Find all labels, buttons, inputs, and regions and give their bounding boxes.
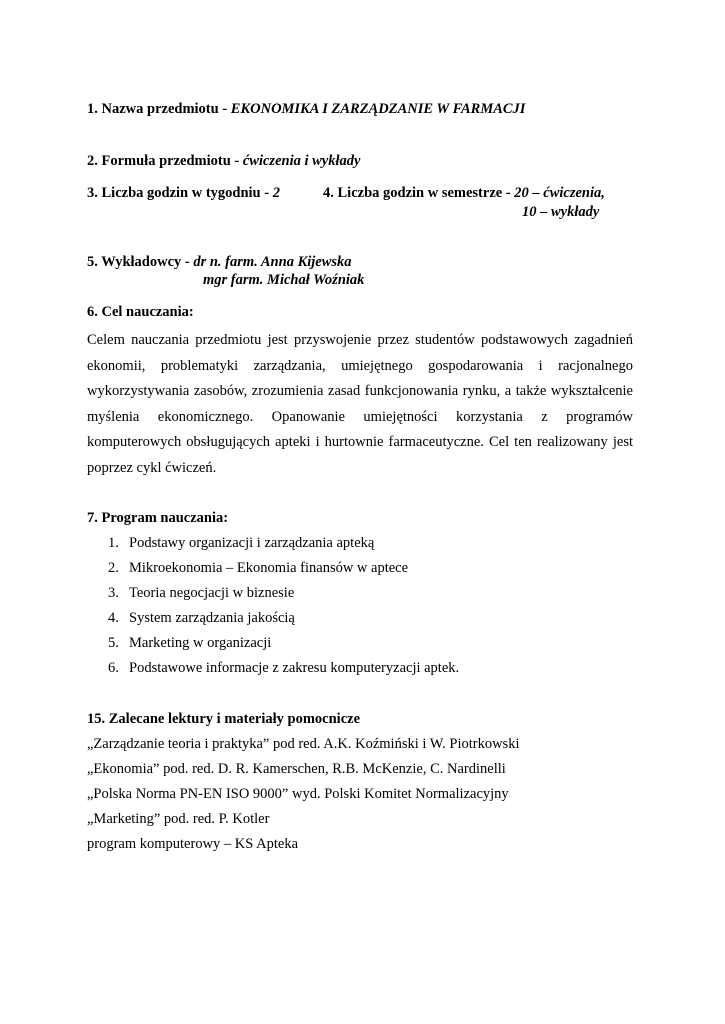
course-name-value: EKONOMIKA I ZARZĄDZANIE W FARMACJI <box>230 101 526 117</box>
program-list <box>108 533 459 683</box>
list-item: 2. Mikroekonomia – Ekonomia finansów w aptece <box>108 560 409 576</box>
course-form-label: 2. Formuła przedmiotu - <box>87 153 243 169</box>
reading-item: „Ekonomia” pod. red. D. R. Kamerschen, R.B. McKenzie, C. Nardinelli <box>87 761 506 777</box>
weekly-hours-value: 2 <box>272 185 280 201</box>
semester-hours-exercises: 20 – ćwiczenia, <box>514 185 605 201</box>
goal-paragraph: Celem nauczania przedmiotu jest przyswojenie przez studentów podstawowych zagadnień ekonomii, problematyki zarządzania, umiejętnego gospodarowania i racjonalnego wykorzystywania zasobów, zrozumienia zasad funkcjonowania rynku, a także wykształcenie myślenia ekonomicznego. Opanowanie umiejętności korzystania z programów komputerowych obsługujących apteki i hurtownie farmaceutyczne. Cel ten realizowany jest poprzez cykl ćwiczeń. <box>87 332 633 476</box>
reading-item: „Zarządzanie teoria i praktyka” pod red. A.K. Koźmiński i W. Piotrkowski <box>87 736 520 752</box>
course-name-line <box>87 101 525 118</box>
weekly-hours-line <box>87 185 280 202</box>
list-item: 5. Marketing w organizacji <box>108 635 272 651</box>
reading-item: „Polska Norma PN-EN ISO 9000” wyd. Polski Komitet Normalizacyjny <box>87 786 509 802</box>
reading-item: „Marketing” pod. red. P. Kotler <box>87 811 270 827</box>
weekly-hours-label: 3. Liczba godzin w tygodniu - <box>87 185 273 201</box>
lecturer-1: dr n. farm. Anna Kijewska <box>193 254 352 270</box>
reading-item: program komputerowy – KS Apteka <box>87 836 299 852</box>
course-form-value: ćwiczenia i wykłady <box>242 153 361 169</box>
list-item: 4. System zarządzania jakością <box>108 610 295 626</box>
lecturers-line <box>87 254 352 271</box>
semester-hours-label: 4. Liczba godzin w semestrze - <box>323 185 515 201</box>
list-item: 3. Teoria negocjacji w biznesie <box>108 585 295 601</box>
goal-heading: 6. Cel nauczania: <box>87 304 194 320</box>
program-heading: 7. Program nauczania: <box>87 510 229 526</box>
course-name-label: 1. Nazwa przedmiotu - <box>87 101 231 117</box>
semester-hours-line <box>323 185 605 202</box>
list-item: 6. Podstawowe informacje z zakresu komputeryzacji aptek. <box>108 660 460 676</box>
readings-heading: 15. Zalecane lektury i materiały pomocnicze <box>87 711 361 727</box>
course-form-line <box>87 153 360 170</box>
lecturer-2: mgr farm. Michał Woźniak <box>203 272 365 288</box>
lecturers-label: 5. Wykładowcy - <box>87 254 194 270</box>
list-item: 1. Podstawy organizacji i zarządzania apteką <box>108 535 375 551</box>
semester-hours-lectures: 10 – wykłady <box>522 204 600 220</box>
